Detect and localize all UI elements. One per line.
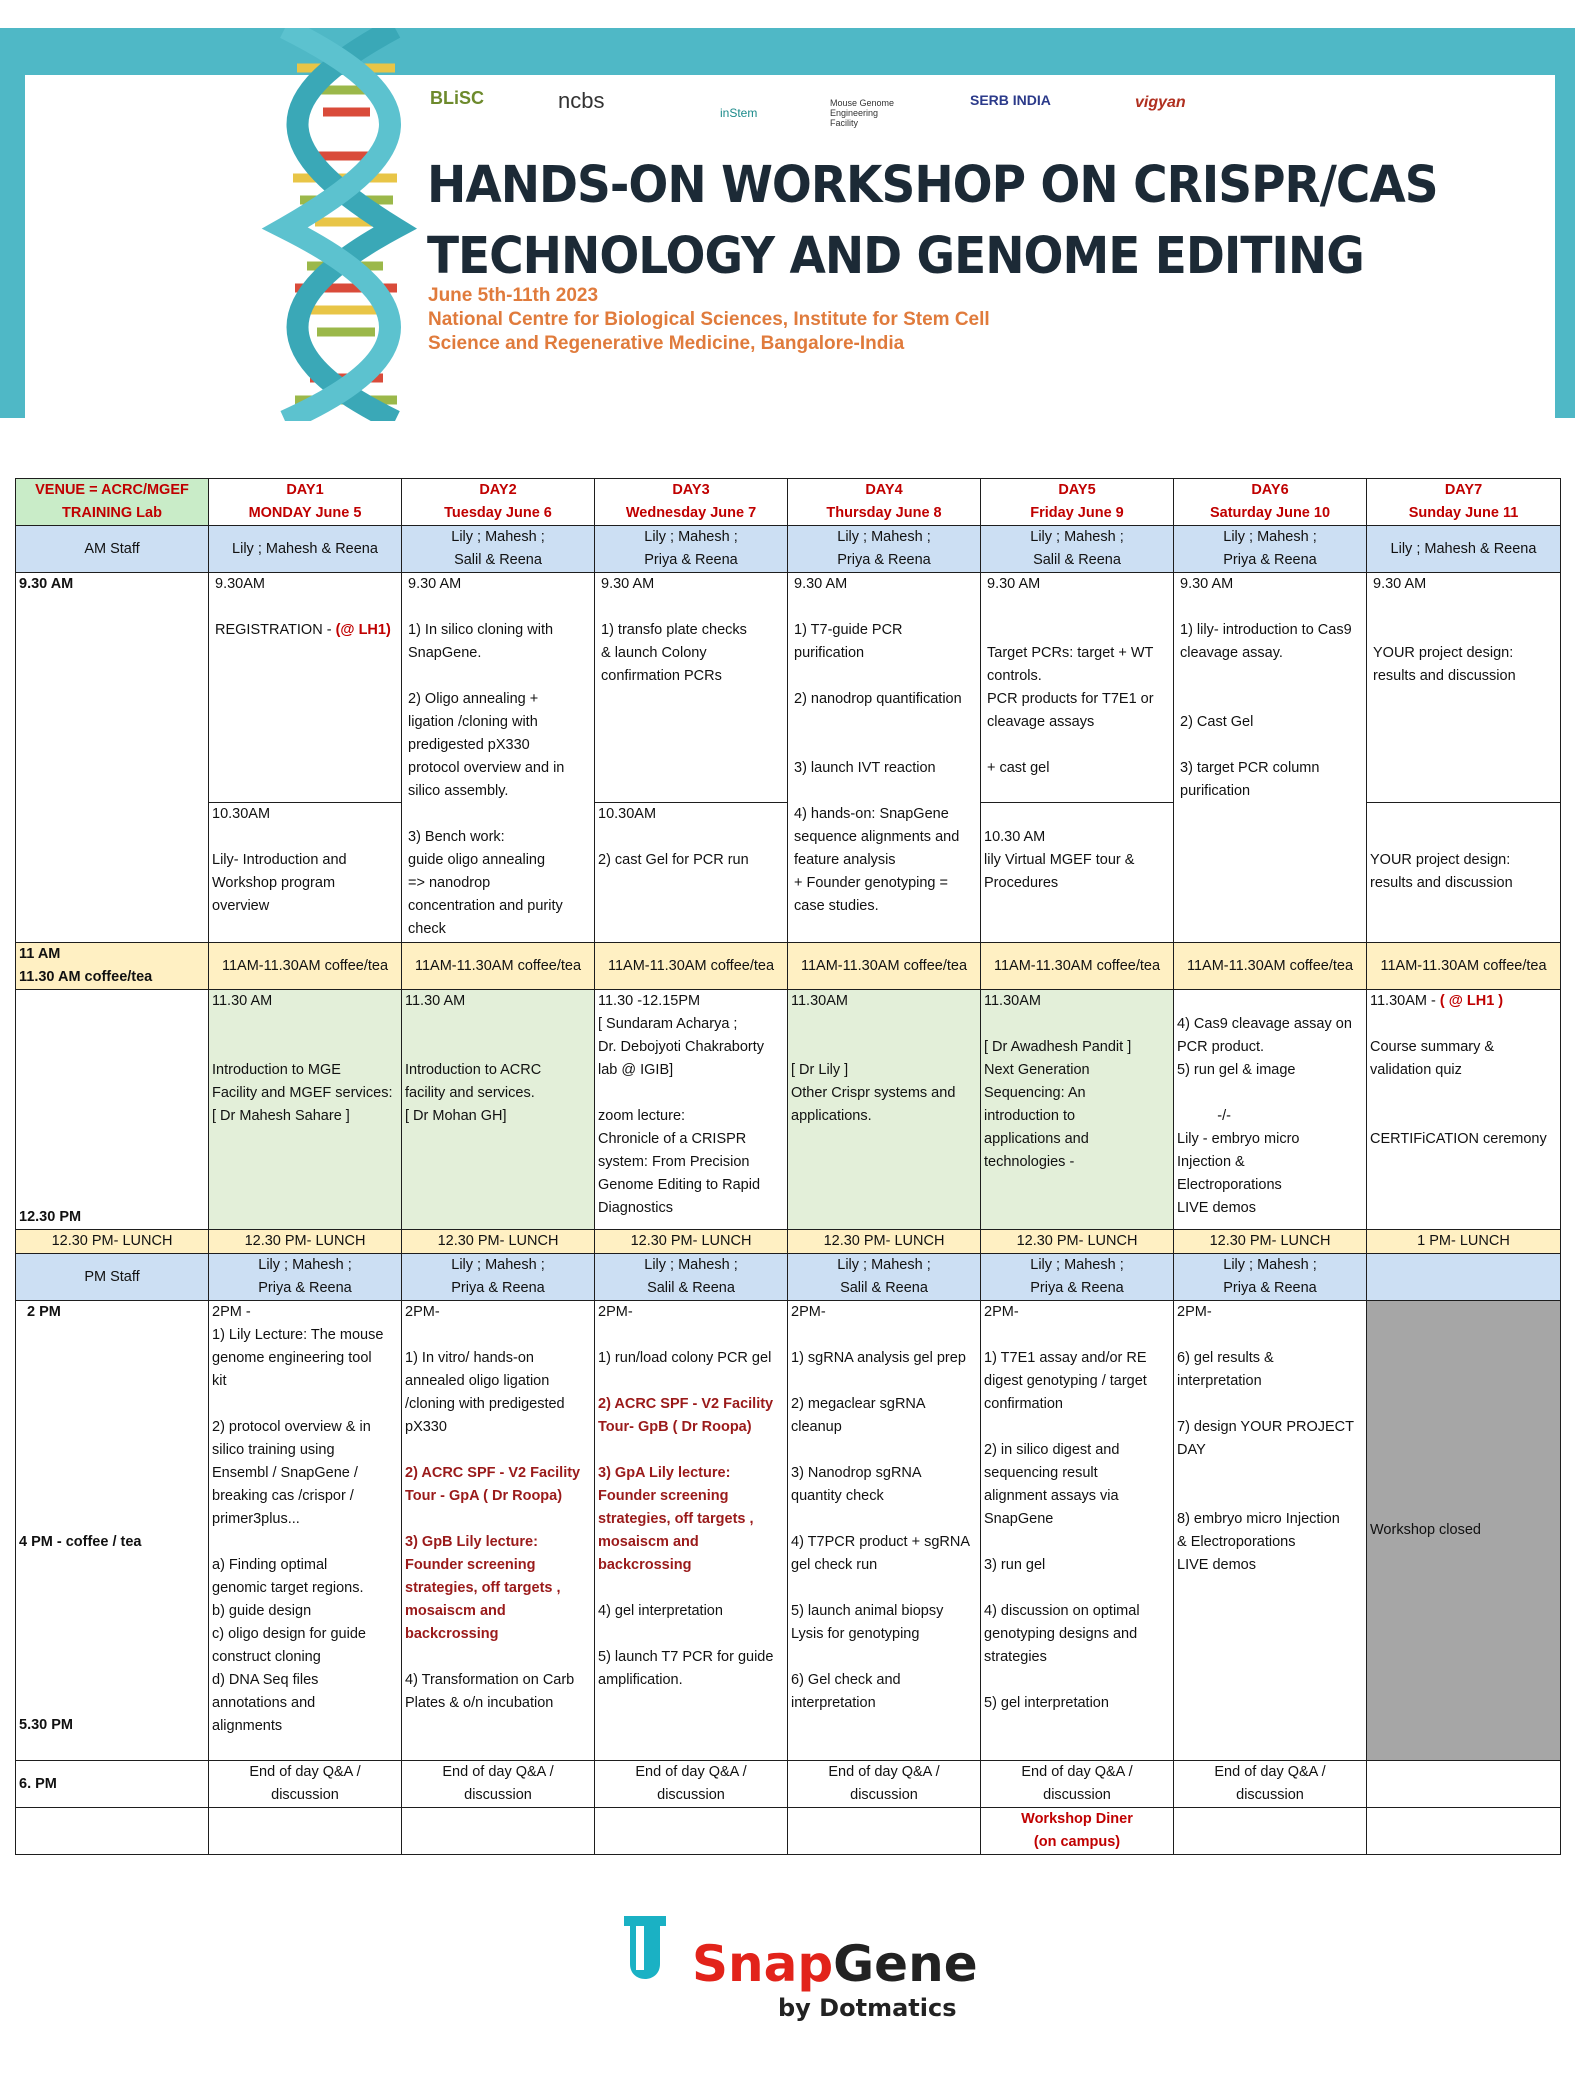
title-line-1: HANDS-ON WORKSHOP ON CRISPR/CAS	[427, 155, 1438, 215]
pm-staff-row	[16, 1254, 1561, 1301]
break-cell: 12.30 PM- LUNCH	[981, 1230, 1174, 1254]
session-cell: 9.30 AM 1) T7-guide PCR purification 2) nanodrop quantification 3) launch IVT reaction 4) hands-on: SnapGene sequence alignments and feature analysis + Founder genotyping = case studies.	[788, 573, 981, 943]
lunch-row	[16, 1230, 1561, 1254]
break-cell: 11AM-11.30AM coffee/tea	[209, 943, 402, 990]
row-label: PM Staff	[16, 1254, 209, 1301]
break-cell: 12.30 PM- LUNCH	[595, 1230, 788, 1254]
time-label: 9.30 AM	[16, 573, 209, 943]
break-cell: 11AM-11.30AM coffee/tea	[788, 943, 981, 990]
staff-cell: Lily ; Mahesh ; Salil & Reena	[402, 526, 595, 573]
dna-helix-icon	[245, 28, 455, 421]
workshop-dates: June 5th-11th 2023	[428, 285, 599, 306]
qa-cell: End of day Q&A / discussion	[595, 1761, 788, 1808]
snapgene-tube-icon	[618, 1912, 672, 1996]
break-cell: 11AM-11.30AM coffee/tea	[402, 943, 595, 990]
mgef-logo: Mouse Genome Engineering Facility	[830, 98, 895, 128]
empty-cell	[402, 1808, 595, 1855]
staff-cell: Lily ; Mahesh ; Priya & Reena	[1174, 526, 1367, 573]
dinner-row	[16, 1808, 1561, 1855]
session-cell: 2PM- 1) run/load colony PCR gel 2) ACRC SPF - V2 Facility Tour- GpB ( Dr Roopa) 3) GpA Lily lecture: Founder screening strategies, off targets , mosaiscm and backcrossing 4) gel interpretation 5) launch T7 PCR for guide amplification.	[595, 1301, 788, 1761]
break-cell: 12.30 PM- LUNCH	[1174, 1230, 1367, 1254]
break-cell: 12.30 PM- LUNCH	[209, 1230, 402, 1254]
session-cell: 11.30 AM Introduction to ACRC facility and services. [ Dr Mohan GH]	[402, 990, 595, 1230]
venue-header: VENUE = ACRC/MGEF TRAINING Lab	[16, 479, 209, 526]
venue-line-1: National Centre for Biological Sciences, Institute for Stem Cell	[428, 309, 990, 330]
break-cell: 11AM-11.30AM coffee/tea	[595, 943, 788, 990]
session-cell: 9.30AM REGISTRATION - (@ LH1)	[209, 573, 402, 803]
workshop-closed-cell: Workshop closed	[1367, 1301, 1561, 1761]
qa-cell: End of day Q&A / discussion	[981, 1761, 1174, 1808]
staff-cell: Lily ; Mahesh ; Salil & Reena	[788, 1254, 981, 1301]
afternoon-row	[16, 1301, 1561, 1761]
session-cell: 10.30AM Lily- Introduction and Workshop program overview	[209, 803, 402, 943]
staff-cell: Lily ; Mahesh & Reena	[1367, 526, 1561, 573]
session-cell: 4) Cas9 cleavage assay on PCR product. 5) run gel & image -/- Lily - embryo micro Injection & Electroporations LIVE demos	[1174, 990, 1367, 1230]
staff-cell: Lily ; Mahesh ; Salil & Reena	[595, 1254, 788, 1301]
staff-cell: Lily ; Mahesh ; Priya & Reena	[402, 1254, 595, 1301]
empty-cell	[1367, 1761, 1561, 1808]
day-header: DAY7 Sunday June 11	[1367, 479, 1561, 526]
session-cell: 11.30AM [ Dr Awadhesh Pandit ] Next Generation Sequencing: An introduction to applications and technologies -	[981, 990, 1174, 1230]
session-cell: 2PM- 1) In vitro/ hands-on annealed oligo ligation /cloning with predigested pX330 2) ACRC SPF - V2 Facility Tour - GpA ( Dr Roopa) 3) GpB Lily lecture: Founder screening strategies, off targets , mosaiscm and backcrossing 4) Transformation on Carb Plates & o/n incubation	[402, 1301, 595, 1761]
session-cell: 10.30AM 2) cast Gel for PCR run	[595, 803, 788, 943]
session-cell: 2PM- 1) T7E1 assay and/or RE digest genotyping / target confirmation 2) in silico digest and sequencing result alignment assays via SnapGene 3) run gel 4) discussion on optimal genotyping designs and strategies 5) gel interpretation	[981, 1301, 1174, 1761]
session-cell: 2PM- 1) sgRNA analysis gel prep 2) megaclear sgRNA cleanup 3) Nanodrop sgRNA quantity check 4) T7PCR product + sgRNA gel check run 5) launch animal biopsy Lysis for genotyping 6) Gel check and interpretation	[788, 1301, 981, 1761]
title-line-2: TECHNOLOGY AND GENOME EDITING	[427, 226, 1364, 287]
time-label: 2 PM 4 PM - coffee / tea 5.30 PM	[16, 1301, 209, 1761]
staff-cell: Lily ; Mahesh & Reena	[209, 526, 402, 573]
snapgene-wordmark: SnapGene	[692, 1935, 978, 1993]
empty-cell	[16, 1808, 209, 1855]
qa-cell: End of day Q&A / discussion	[402, 1761, 595, 1808]
time-label: 12.30 PM	[16, 990, 209, 1230]
day-header: DAY1 MONDAY June 5	[209, 479, 402, 526]
break-cell: 1 PM- LUNCH	[1367, 1230, 1561, 1254]
session-cell: 10.30 AM lily Virtual MGEF tour & Procedures	[981, 803, 1174, 943]
break-cell: 12.30 PM- LUNCH	[788, 1230, 981, 1254]
staff-cell: Lily ; Mahesh ; Priya & Reena	[981, 1254, 1174, 1301]
day-header: DAY3 Wednesday June 7	[595, 479, 788, 526]
ncbs-logo: ncbs	[558, 88, 605, 113]
break-cell: 12.30 PM- LUNCH	[402, 1230, 595, 1254]
time-label: 11 AM 11.30 AM coffee/tea	[16, 943, 209, 990]
coffee-row	[16, 943, 1561, 990]
venue-line-2: Science and Regenerative Medicine, Bangalore-India	[428, 333, 905, 354]
staff-cell	[1367, 1254, 1561, 1301]
am-staff-row	[16, 526, 1561, 573]
session-cell: 9.30 AM YOUR project design: results and discussion	[1367, 573, 1561, 803]
partner-logos	[430, 80, 1270, 140]
empty-cell	[1367, 1808, 1561, 1855]
session-cell: 9.30 AM 1) transfo plate checks & launch Colony confirmation PCRs	[595, 573, 788, 803]
staff-cell: Lily ; Mahesh ; Priya & Reena	[788, 526, 981, 573]
break-cell: 11AM-11.30AM coffee/tea	[1367, 943, 1561, 990]
late-morning-row	[16, 990, 1561, 1230]
session-cell: 11.30AM [ Dr Lily ] Other Crispr systems and applications.	[788, 990, 981, 1230]
staff-cell: Lily ; Mahesh ; Priya & Reena	[209, 1254, 402, 1301]
qa-row	[16, 1761, 1561, 1808]
row-label: AM Staff	[16, 526, 209, 573]
schedule-table	[15, 478, 1561, 1855]
session-cell: 2PM - 1) Lily Lecture: The mouse genome engineering tool kit 2) protocol overview & in silico training using Ensembl / SnapGene / breaking cas /crispor / primer3plus... a) Finding optimal genomic target regions. b) guide design c) oligo design for guide construct cloning d) DNA Seq files annotations and alignments	[209, 1301, 402, 1761]
day-header: DAY6 Saturday June 10	[1174, 479, 1367, 526]
day-header: DAY4 Thursday June 8	[788, 479, 981, 526]
session-cell: 11.30 -12.15PM [ Sundaram Acharya ; Dr. Debojyoti Chakraborty lab @ IGIB] zoom lecture: Chronicle of a CRISPR system: From Precision Genome Editing to Rapid Diagnostics	[595, 990, 788, 1230]
session-cell: 9.30 AM Target PCRs: target + WT controls. PCR products for T7E1 or cleavage assays + cast gel	[981, 573, 1174, 803]
qa-cell: End of day Q&A / discussion	[209, 1761, 402, 1808]
session-cell: 2PM- 6) gel results & interpretation 7) design YOUR PROJECT DAY 8) embryo micro Injection & Electroporations LIVE demos	[1174, 1301, 1367, 1761]
staff-cell: Lily ; Mahesh ; Salil & Reena	[981, 526, 1174, 573]
morning-row-1	[16, 573, 1561, 803]
break-cell: 11AM-11.30AM coffee/tea	[981, 943, 1174, 990]
session-cell: 9.30 AM 1) In silico cloning with SnapGene. 2) Oligo annealing + ligation /cloning with predigested pX330 protocol overview and in silico assembly. 3) Bench work: guide oligo annealing => nanodrop concentration and purity check	[402, 573, 595, 943]
page-title	[427, 150, 1438, 293]
by-dotmatics: by Dotmatics	[778, 1994, 957, 2022]
serb-logo: SERB INDIA	[970, 92, 1051, 108]
dinner-cell: Workshop Diner (on campus)	[981, 1808, 1174, 1855]
snapgene-logo	[618, 1912, 978, 2022]
empty-cell	[209, 1808, 402, 1855]
empty-cell	[1174, 1808, 1367, 1855]
vigyan-logo: vigyan	[1135, 94, 1186, 111]
row-label: 12.30 PM- LUNCH	[16, 1230, 209, 1254]
session-cell: 11.30 AM Introduction to MGE Facility and MGEF services: [ Dr Mahesh Sahare ]	[209, 990, 402, 1230]
instem-logo: inStem	[720, 106, 758, 120]
break-cell: 11AM-11.30AM coffee/tea	[1174, 943, 1367, 990]
empty-cell	[788, 1808, 981, 1855]
day-header: DAY2 Tuesday June 6	[402, 479, 595, 526]
time-label: 6. PM	[16, 1761, 209, 1808]
qa-cell: End of day Q&A / discussion	[1174, 1761, 1367, 1808]
blisc-logo: BLiSC	[430, 88, 484, 108]
header-row	[16, 479, 1561, 526]
session-cell: 11.30AM - ( @ LH1 ) Course summary & validation quiz CERTIFiCATION ceremony	[1367, 990, 1561, 1230]
staff-cell: Lily ; Mahesh ; Priya & Reena	[1174, 1254, 1367, 1301]
staff-cell: Lily ; Mahesh ; Priya & Reena	[595, 526, 788, 573]
qa-cell: End of day Q&A / discussion	[788, 1761, 981, 1808]
day-header: DAY5 Friday June 9	[981, 479, 1174, 526]
empty-cell	[595, 1808, 788, 1855]
session-cell: 9.30 AM 1) lily- introduction to Cas9 cleavage assay. 2) Cast Gel 3) target PCR column purification	[1174, 573, 1367, 943]
session-cell: YOUR project design: results and discussion	[1367, 803, 1561, 943]
